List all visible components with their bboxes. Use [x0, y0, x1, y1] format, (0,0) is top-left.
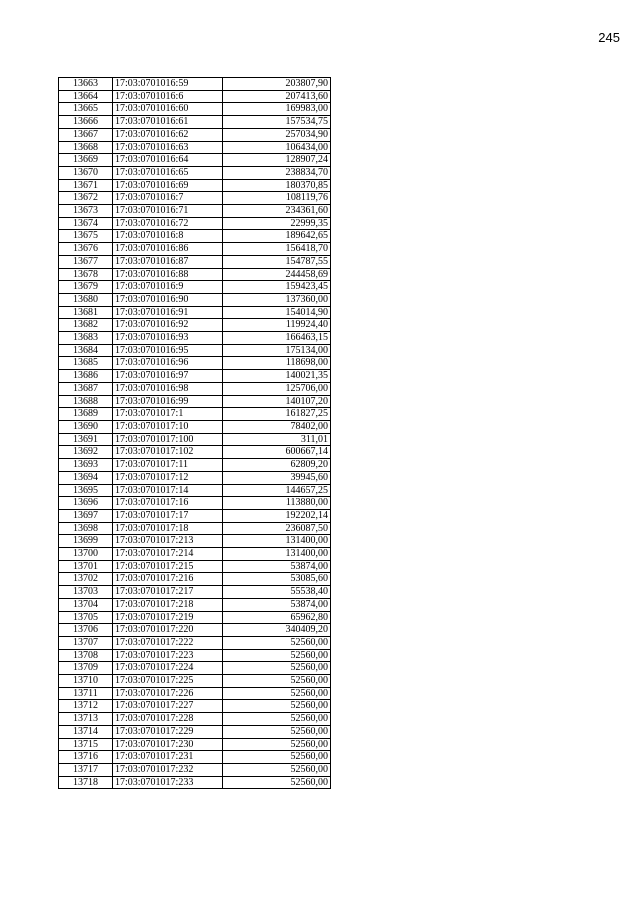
row-number-cell: 13669 [59, 154, 113, 167]
row-number-cell: 13690 [59, 420, 113, 433]
table-row [59, 166, 331, 179]
cadastral-number-cell: 17:03:0701016:59 [113, 78, 223, 91]
table-row [59, 281, 331, 294]
cadastral-number-cell: 17:03:0701017:232 [113, 763, 223, 776]
table-row [59, 420, 331, 433]
value-cell: 257034,90 [223, 128, 331, 141]
table-row [59, 624, 331, 637]
table-row [59, 306, 331, 319]
table-row [59, 370, 331, 383]
cadastral-number-cell: 17:03:0701016:8 [113, 230, 223, 243]
cadastral-number-cell: 17:03:0701017:222 [113, 636, 223, 649]
row-number-cell: 13693 [59, 459, 113, 472]
value-cell: 39945,60 [223, 471, 331, 484]
value-cell: 175134,00 [223, 344, 331, 357]
row-number-cell: 13678 [59, 268, 113, 281]
row-number-cell: 13706 [59, 624, 113, 637]
value-cell: 600667,14 [223, 446, 331, 459]
cadastral-number-cell: 17:03:0701017:16 [113, 497, 223, 510]
cadastral-number-cell: 17:03:0701016:96 [113, 357, 223, 370]
table-row [59, 611, 331, 624]
row-number-cell: 13696 [59, 497, 113, 510]
cadastral-number-cell: 17:03:0701017:219 [113, 611, 223, 624]
cadastral-number-cell: 17:03:0701017:233 [113, 776, 223, 789]
row-number-cell: 13697 [59, 509, 113, 522]
cadastral-number-cell: 17:03:0701017:214 [113, 548, 223, 561]
table-row [59, 268, 331, 281]
value-cell: 52560,00 [223, 662, 331, 675]
data-table [58, 77, 331, 789]
row-number-cell: 13702 [59, 573, 113, 586]
table-row [59, 700, 331, 713]
row-number-cell: 13682 [59, 319, 113, 332]
row-number-cell: 13694 [59, 471, 113, 484]
row-number-cell: 13711 [59, 687, 113, 700]
cadastral-number-cell: 17:03:0701017:228 [113, 713, 223, 726]
row-number-cell: 13716 [59, 751, 113, 764]
row-number-cell: 13717 [59, 763, 113, 776]
value-cell: 125706,00 [223, 382, 331, 395]
value-cell: 119924,40 [223, 319, 331, 332]
cadastral-number-cell: 17:03:0701017:225 [113, 675, 223, 688]
row-number-cell: 13708 [59, 649, 113, 662]
cadastral-number-cell: 17:03:0701017:220 [113, 624, 223, 637]
cadastral-number-cell: 17:03:0701017:226 [113, 687, 223, 700]
row-number-cell: 13668 [59, 141, 113, 154]
table-row [59, 522, 331, 535]
cadastral-number-cell: 17:03:0701017:230 [113, 738, 223, 751]
cadastral-number-cell: 17:03:0701016:99 [113, 395, 223, 408]
cadastral-number-cell: 17:03:0701016:9 [113, 281, 223, 294]
value-cell: 192202,14 [223, 509, 331, 522]
cadastral-number-cell: 17:03:0701017:10 [113, 420, 223, 433]
row-number-cell: 13698 [59, 522, 113, 535]
value-cell: 140021,35 [223, 370, 331, 383]
row-number-cell: 13673 [59, 205, 113, 218]
row-number-cell: 13715 [59, 738, 113, 751]
table-row [59, 763, 331, 776]
value-cell: 207413,60 [223, 90, 331, 103]
table-row [59, 319, 331, 332]
cadastral-number-cell: 17:03:0701016:93 [113, 332, 223, 345]
table-row [59, 179, 331, 192]
value-cell: 106434,00 [223, 141, 331, 154]
value-cell: 52560,00 [223, 713, 331, 726]
table-row [59, 662, 331, 675]
table-row [59, 560, 331, 573]
value-cell: 244458,69 [223, 268, 331, 281]
row-number-cell: 13713 [59, 713, 113, 726]
row-number-cell: 13707 [59, 636, 113, 649]
value-cell: 52560,00 [223, 675, 331, 688]
table-row [59, 649, 331, 662]
cadastral-number-cell: 17:03:0701017:1 [113, 408, 223, 421]
value-cell: 22999,35 [223, 217, 331, 230]
row-number-cell: 13680 [59, 293, 113, 306]
row-number-cell: 13718 [59, 776, 113, 789]
row-number-cell: 13695 [59, 484, 113, 497]
value-cell: 161827,25 [223, 408, 331, 421]
cadastral-number-cell: 17:03:0701017:224 [113, 662, 223, 675]
value-cell: 311,01 [223, 433, 331, 446]
cadastral-number-cell: 17:03:0701016:92 [113, 319, 223, 332]
cadastral-number-cell: 17:03:0701016:90 [113, 293, 223, 306]
table-row [59, 446, 331, 459]
table-row [59, 192, 331, 205]
row-number-cell: 13685 [59, 357, 113, 370]
cadastral-number-cell: 17:03:0701017:218 [113, 598, 223, 611]
table-row [59, 675, 331, 688]
value-cell: 52560,00 [223, 649, 331, 662]
table-row [59, 738, 331, 751]
table-row [59, 382, 331, 395]
row-number-cell: 13699 [59, 535, 113, 548]
table-row [59, 751, 331, 764]
table-row [59, 636, 331, 649]
table-row [59, 509, 331, 522]
row-number-cell: 13666 [59, 116, 113, 129]
row-number-cell: 13676 [59, 243, 113, 256]
value-cell: 62809,20 [223, 459, 331, 472]
row-number-cell: 13667 [59, 128, 113, 141]
cadastral-number-cell: 17:03:0701016:6 [113, 90, 223, 103]
table-row [59, 713, 331, 726]
cadastral-number-cell: 17:03:0701016:86 [113, 243, 223, 256]
cadastral-number-cell: 17:03:0701017:223 [113, 649, 223, 662]
value-cell: 156418,70 [223, 243, 331, 256]
table-row [59, 776, 331, 789]
table-row [59, 230, 331, 243]
value-cell: 78402,00 [223, 420, 331, 433]
cadastral-number-cell: 17:03:0701016:62 [113, 128, 223, 141]
value-cell: 340409,20 [223, 624, 331, 637]
cadastral-number-cell: 17:03:0701016:98 [113, 382, 223, 395]
cadastral-number-cell: 17:03:0701016:87 [113, 255, 223, 268]
value-cell: 118698,00 [223, 357, 331, 370]
table-row [59, 548, 331, 561]
row-number-cell: 13663 [59, 78, 113, 91]
row-number-cell: 13672 [59, 192, 113, 205]
row-number-cell: 13664 [59, 90, 113, 103]
row-number-cell: 13675 [59, 230, 113, 243]
row-number-cell: 13714 [59, 725, 113, 738]
row-number-cell: 13686 [59, 370, 113, 383]
value-cell: 108119,76 [223, 192, 331, 205]
table-row [59, 357, 331, 370]
value-cell: 238834,70 [223, 166, 331, 179]
table-row [59, 598, 331, 611]
value-cell: 131400,00 [223, 535, 331, 548]
cadastral-number-cell: 17:03:0701016:64 [113, 154, 223, 167]
value-cell: 166463,15 [223, 332, 331, 345]
value-cell: 113880,00 [223, 497, 331, 510]
page-number: 245 [598, 30, 620, 45]
cadastral-number-cell: 17:03:0701016:72 [113, 217, 223, 230]
value-cell: 53085,60 [223, 573, 331, 586]
table-row [59, 687, 331, 700]
cadastral-number-cell: 17:03:0701017:229 [113, 725, 223, 738]
value-cell: 52560,00 [223, 687, 331, 700]
value-cell: 52560,00 [223, 738, 331, 751]
table-row [59, 471, 331, 484]
cadastral-number-cell: 17:03:0701016:71 [113, 205, 223, 218]
table-row [59, 154, 331, 167]
table-row [59, 332, 331, 345]
row-number-cell: 13683 [59, 332, 113, 345]
table-row [59, 205, 331, 218]
table-row [59, 459, 331, 472]
table-row [59, 433, 331, 446]
row-number-cell: 13688 [59, 395, 113, 408]
table-row [59, 586, 331, 599]
cadastral-number-cell: 17:03:0701017:215 [113, 560, 223, 573]
row-number-cell: 13704 [59, 598, 113, 611]
value-cell: 203807,90 [223, 78, 331, 91]
cadastral-number-cell: 17:03:0701016:91 [113, 306, 223, 319]
value-cell: 52560,00 [223, 725, 331, 738]
table-row [59, 344, 331, 357]
cadastral-number-cell: 17:03:0701016:60 [113, 103, 223, 116]
row-number-cell: 13700 [59, 548, 113, 561]
row-number-cell: 13689 [59, 408, 113, 421]
row-number-cell: 13687 [59, 382, 113, 395]
cadastral-number-cell: 17:03:0701017:102 [113, 446, 223, 459]
value-cell: 154787,55 [223, 255, 331, 268]
cadastral-number-cell: 17:03:0701016:97 [113, 370, 223, 383]
row-number-cell: 13679 [59, 281, 113, 294]
value-cell: 52560,00 [223, 776, 331, 789]
table-row [59, 217, 331, 230]
row-number-cell: 13674 [59, 217, 113, 230]
value-cell: 65962,80 [223, 611, 331, 624]
value-cell: 169983,00 [223, 103, 331, 116]
value-cell: 128907,24 [223, 154, 331, 167]
value-cell: 159423,45 [223, 281, 331, 294]
row-number-cell: 13709 [59, 662, 113, 675]
value-cell: 236087,50 [223, 522, 331, 535]
row-number-cell: 13692 [59, 446, 113, 459]
cadastral-number-cell: 17:03:0701017:227 [113, 700, 223, 713]
table-body [59, 78, 331, 789]
row-number-cell: 13691 [59, 433, 113, 446]
row-number-cell: 13705 [59, 611, 113, 624]
value-cell: 53874,00 [223, 598, 331, 611]
value-cell: 55538,40 [223, 586, 331, 599]
table-row [59, 128, 331, 141]
table-row [59, 255, 331, 268]
row-number-cell: 13701 [59, 560, 113, 573]
cadastral-number-cell: 17:03:0701016:61 [113, 116, 223, 129]
table-row [59, 395, 331, 408]
cadastral-number-cell: 17:03:0701017:213 [113, 535, 223, 548]
row-number-cell: 13684 [59, 344, 113, 357]
row-number-cell: 13703 [59, 586, 113, 599]
cadastral-number-cell: 17:03:0701017:17 [113, 509, 223, 522]
cadastral-number-cell: 17:03:0701016:65 [113, 166, 223, 179]
table-row [59, 90, 331, 103]
table-row [59, 535, 331, 548]
value-cell: 180370,85 [223, 179, 331, 192]
table-row [59, 293, 331, 306]
row-number-cell: 13670 [59, 166, 113, 179]
table-row [59, 103, 331, 116]
cadastral-number-cell: 17:03:0701017:14 [113, 484, 223, 497]
row-number-cell: 13671 [59, 179, 113, 192]
cadastral-number-cell: 17:03:0701017:100 [113, 433, 223, 446]
row-number-cell: 13677 [59, 255, 113, 268]
value-cell: 189642,65 [223, 230, 331, 243]
row-number-cell: 13712 [59, 700, 113, 713]
cadastral-number-cell: 17:03:0701017:217 [113, 586, 223, 599]
row-number-cell: 13681 [59, 306, 113, 319]
table-row [59, 243, 331, 256]
table-row [59, 141, 331, 154]
cadastral-number-cell: 17:03:0701016:95 [113, 344, 223, 357]
value-cell: 137360,00 [223, 293, 331, 306]
value-cell: 52560,00 [223, 636, 331, 649]
cadastral-number-cell: 17:03:0701017:216 [113, 573, 223, 586]
value-cell: 140107,20 [223, 395, 331, 408]
cadastral-number-cell: 17:03:0701017:18 [113, 522, 223, 535]
table-row [59, 408, 331, 421]
cadastral-number-cell: 17:03:0701017:231 [113, 751, 223, 764]
value-cell: 52560,00 [223, 763, 331, 776]
table-row [59, 484, 331, 497]
table-row [59, 573, 331, 586]
value-cell: 234361,60 [223, 205, 331, 218]
value-cell: 154014,90 [223, 306, 331, 319]
row-number-cell: 13710 [59, 675, 113, 688]
table-row [59, 116, 331, 129]
table-row [59, 497, 331, 510]
value-cell: 131400,00 [223, 548, 331, 561]
value-cell: 52560,00 [223, 751, 331, 764]
value-cell: 53874,00 [223, 560, 331, 573]
cadastral-number-cell: 17:03:0701016:88 [113, 268, 223, 281]
value-cell: 157534,75 [223, 116, 331, 129]
cadastral-number-cell: 17:03:0701017:11 [113, 459, 223, 472]
value-cell: 52560,00 [223, 700, 331, 713]
cadastral-number-cell: 17:03:0701016:69 [113, 179, 223, 192]
cadastral-number-cell: 17:03:0701016:63 [113, 141, 223, 154]
row-number-cell: 13665 [59, 103, 113, 116]
table-row [59, 78, 331, 91]
table-row [59, 725, 331, 738]
cadastral-number-cell: 17:03:0701016:7 [113, 192, 223, 205]
cadastral-number-cell: 17:03:0701017:12 [113, 471, 223, 484]
value-cell: 144657,25 [223, 484, 331, 497]
